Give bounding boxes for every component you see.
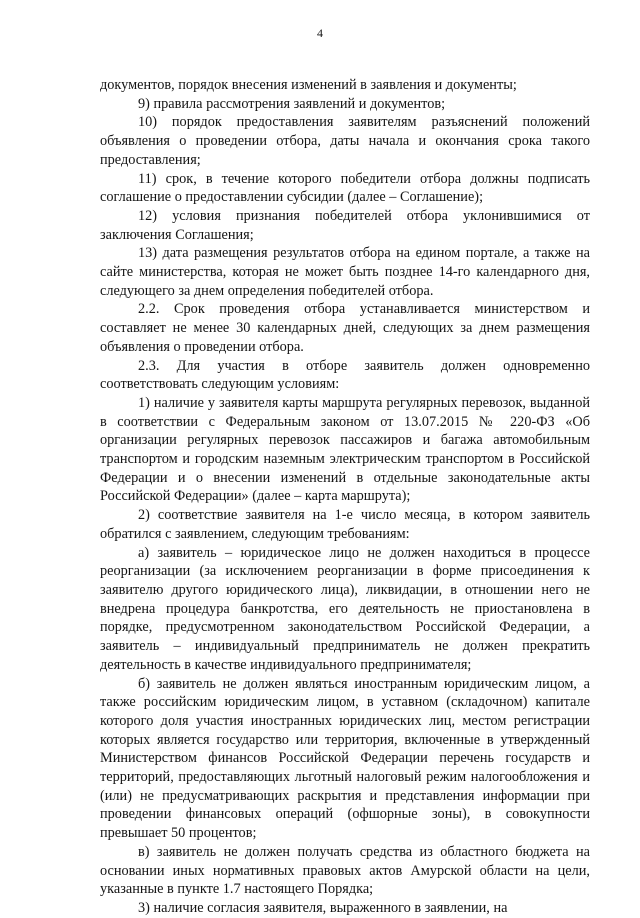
paragraph-item-9: 9) правила рассмотрения заявлений и документов; [138, 95, 446, 112]
paragraph-condition-2: 2) соответствие заявителя на 1-е число месяца, в котором заявитель обратился с заявлением, следующим требованиям: [100, 507, 590, 542]
paragraph-item-11: 11) срок, в течение которого победители отбора должны подписать соглашение о предоставлении субсидии (далее – Соглашение); [100, 170, 590, 206]
paragraph-requirement-v: в) заявитель не должен получать средства из областного бюджета на основании иных нормативных правовых актов Амурской области на цели, указанные в пункте 1.7 настоящего Порядка; [100, 843, 590, 898]
paragraph-2-2: 2.2. Срок проведения отбора устанавливается министерством и составляет не менее 30 календарных дней, следующих за днем размещения объявления о проведении отбора. [100, 301, 590, 355]
paragraph-continuation: документов, порядок внесения изменений в заявления и документы; [100, 77, 517, 93]
paragraph-item-10: 10) порядок предоставления заявителям разъяснений положений объявления о проведении отбора, даты начала и окончания срока такого предоставления; [100, 114, 590, 168]
paragraph-condition-3: 3) наличие согласия заявителя, выраженного в заявлении, на [138, 899, 508, 916]
paragraph-item-12: 12) условия признания победителей отбора уклонившимися от заключения Соглашения; [100, 207, 590, 243]
paragraph-item-13: 13) дата размещения результатов отбора на едином портале, а также на сайте министерства, которая не может быть позднее 14-го календарного дня, следующего за днем определения победителей отбора. [100, 245, 590, 299]
paragraph-2-3: 2.3. Для участия в отборе заявитель должен одновременно соответствовать следующим условиям: [100, 357, 590, 393]
paragraph-requirement-b: б) заявитель не должен являться иностранным юридическим лицом, а также российским юридическим лицом, в уставном (складочном) капитале которого доля участия иностранных юридических лиц, местом регистрации которых является государство или территория, включенные в утвержденный Министерством финансов Российской Федерации перечень государств и территорий, предоставляющих льготный налоговый режим налогообложения и (или) не предусматривающих раскрытия и представления информации при проведении финансовых операций (офшорные зоны), в совокупности превышает 50 процентов; [100, 675, 590, 842]
paragraph-condition-1: 1) наличие у заявителя карты маршрута регулярных перевозок, выданной в соответствии с Федеральным законом от 13.07.2015 № 220-ФЗ «Об организации регулярных перевозок пассажиров и багажа автомобильным транспортом и городским наземным электрическим транспортом в Российской Федерации и о внесении изменений в отдельные законодательные акты Российской Федерации» (далее – карта маршрута); [100, 394, 590, 505]
document-body [100, 76, 590, 918]
paragraph-requirement-a: а) заявитель – юридическое лицо не должен находиться в процессе реорганизации (за исключением реорганизации в форме присоединения к заявителю другого юридического лица), ликвидации, в отношении него не внедрена процедура банкротства, его деятельность не приостановлена в порядке, предусмотренном законодательством Российской Федерации, а заявитель – индивидуальный предприниматель не должен прекратить деятельность в качестве индивидуального предпринимателя; [100, 544, 590, 673]
page-number: 4 [317, 26, 323, 40]
